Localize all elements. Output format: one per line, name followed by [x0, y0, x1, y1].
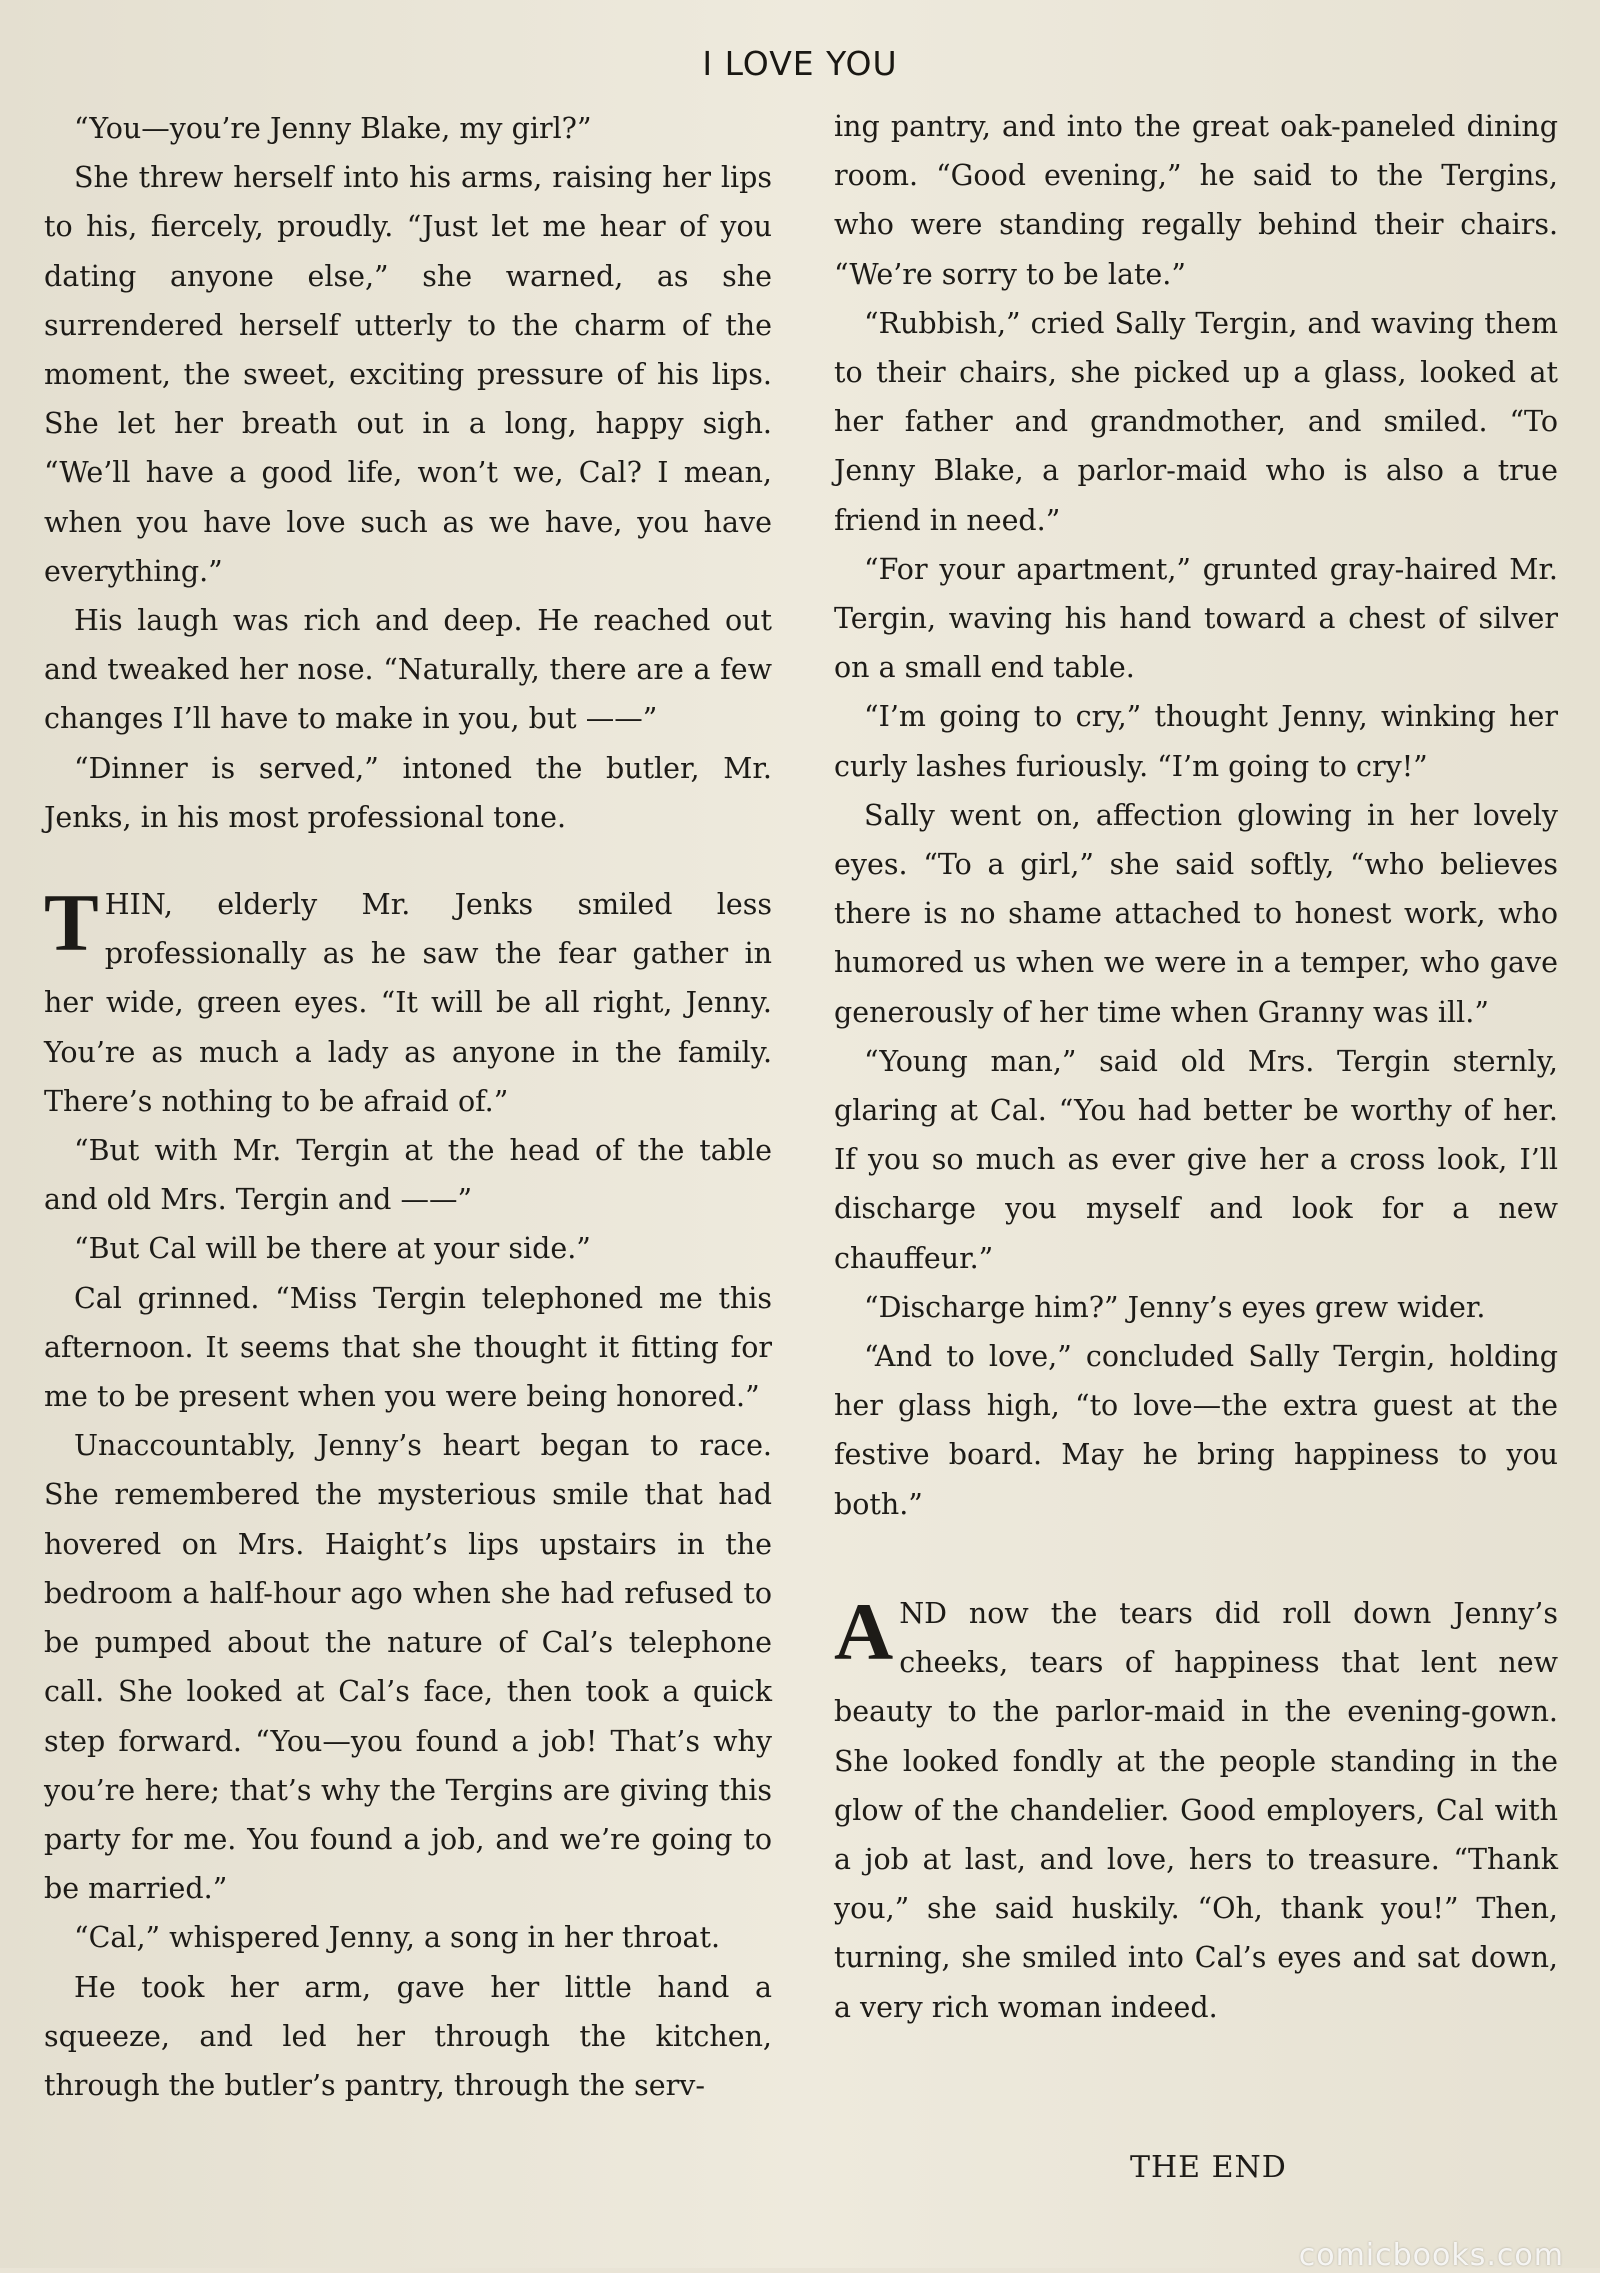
paragraph: She threw herself into his arms, raising her lips to his, fiercely, proudly. “Just let me hear of you dating anyone else,” she warned, as she surrendered herself utterly to the charm of the moment, the sweet, exciting pressure of his lips. She let her breath out in a long, happy sigh. “We’ll have a good life, won’t we, Cal? I mean, when you have love such as we have, you have everything.”	[44, 161, 772, 588]
paragraph: “Cal,” whispered Jenny, a song in her throat.	[74, 1921, 721, 1955]
drop-cap-letter: A	[834, 1585, 894, 1677]
paragraph: “I’m going to cry,” thought Jenny, winking her curly lashes furiously. “I’m going to cry!”	[834, 700, 1558, 783]
paragraph: His laugh was rich and deep. He reached out and tweaked her nose. “Naturally, there are a few changes I’ll have to make in you, but ——”	[44, 604, 772, 736]
paragraph: “And to love,” concluded Sally Tergin, holding her glass high, “to love—the extra guest at the festive board. May he bring happiness to you both.”	[834, 1340, 1558, 1521]
right-column	[834, 102, 1558, 2032]
paragraph: “Dinner is served,” intoned the butler, Mr. Jenks, in his most professional tone.	[44, 751, 772, 834]
dropcap-paragraph	[834, 1585, 1558, 2032]
paragraph: Cal grinned. “Miss Tergin telephoned me this afternoon. It seems that she thought it fitting for me to be present when you were being honored.”	[44, 1281, 772, 1414]
paragraph: “But with Mr. Tergin at the head of the table and old Mrs. Tergin and ——”	[44, 1134, 772, 1217]
paragraph: “Young man,” said old Mrs. Tergin sternly, glaring at Cal. “You had better be worthy of her. If you so much as ever give her a cross look, I’ll discharge you myself and look for a new chauffeur.”	[834, 1044, 1558, 1275]
paragraph: “You—you’re Jenny Blake, my girl?”	[74, 112, 592, 145]
left-column	[44, 104, 772, 2110]
drop-cap-letter: T	[44, 877, 99, 969]
the-end-label: THE END	[1130, 2150, 1287, 2185]
paragraph: ing pantry, and into the great oak-paneled dining room. “Good evening,” he said to the Tergins, who were standing regally behind their chairs. “We’re sorry to be late.”	[834, 110, 1558, 291]
paragraph: He took her arm, gave her little hand a squeeze, and led her through the kitchen, through the butler’s pantry, through the serv-	[44, 1970, 772, 2102]
dropcap-text: ND now the tears did roll down Jenny’s cheeks, tears of happiness that lent new beauty to the parlor-maid in the evening-gown. She looked fondly at the people standing in the glow of the chandelier. Good employers, Cal with a job at last, and love, hers to treasure. “Thank you,” she said huskily. “Oh, thank you!” Then, turning, she smiled into Cal’s eyes and sat down, a very rich woman indeed.	[834, 1596, 1558, 2024]
dropcap-text: HIN, elderly Mr. Jenks smiled less professionally as he saw the fear gather in her wide, green eyes. “It will be all right, Jenny. You’re as much a lady as anyone in the family. There’s nothing to be afraid of.”	[44, 888, 772, 1118]
section-break	[834, 1529, 1558, 1589]
paragraph: Sally went on, affection glowing in her lovely eyes. “To a girl,” she said softly, “who believes there is no shame attached to honest work, who humored us when we were in a temper, who gave generously of her time when Granny was ill.”	[834, 798, 1558, 1029]
paragraph: Unaccountably, Jenny’s heart began to race. She remembered the mysterious smile that had hovered on Mrs. Haight’s lips upstairs in the bedroom a half-hour ago when she had refused to be pumped about the nature of Cal’s telephone call. She looked at Cal’s face, then took a quick step forward. “You—you found a job! That’s why you’re here; that’s why the Tergins are giving this party for me. You found a job, and we’re going to be married.”	[44, 1429, 772, 1906]
page-header: I LOVE YOU	[702, 44, 898, 83]
watermark: comicbooks.com	[1298, 2238, 1564, 2273]
paragraph: “But Cal will be there at your side.”	[74, 1232, 591, 1266]
paragraph: “Rubbish,” cried Sally Tergin, and waving them to their chairs, she picked up a glass, looked at her father and grandmother, and smiled. “To Jenny Blake, a parlor-maid who is also a true friend in need.”	[834, 306, 1558, 537]
paragraph: “Discharge him?” Jenny’s eyes grew wider.	[864, 1290, 1486, 1324]
dropcap-paragraph	[44, 877, 772, 1126]
paragraph: “For your apartment,” grunted gray-haired Mr. Tergin, waving his hand toward a chest of silver on a small end table.	[834, 552, 1558, 685]
